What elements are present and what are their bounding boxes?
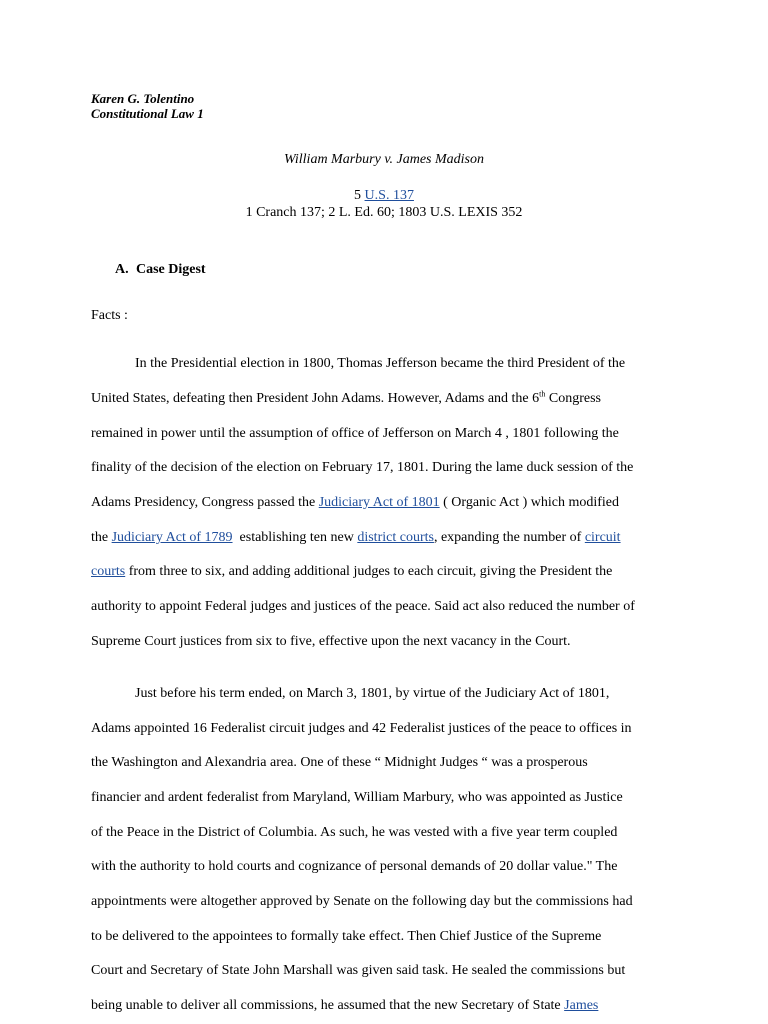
text-span: being unable to deliver all commissions, he assumed that the new Secretary of State <box>91 998 565 1013</box>
section-heading <box>115 262 206 278</box>
ordinal-suffix: th <box>539 389 546 399</box>
case-citation <box>0 187 768 204</box>
section-number: A. <box>115 262 129 277</box>
paragraph2-line: with the authority to hold courts and cognizance of personal demands of 20 dollar value." The <box>91 859 618 874</box>
text-span: Congress <box>545 391 601 406</box>
paragraph2-line: appointments were altogether approved by Senate on the following day but the commissions had <box>91 894 633 909</box>
course-name: Constitutional Law 1 <box>91 106 204 121</box>
paragraph1-line: Supreme Court justices from six to five, effective upon the next vacancy in the Court. <box>91 634 571 649</box>
text-span: Adams Presidency, Congress passed the <box>91 495 319 510</box>
circuit-courts-link[interactable]: circuit <box>584 530 621 545</box>
citation-link[interactable]: U.S. 137 <box>364 188 414 203</box>
paragraph2-line <box>91 997 681 1014</box>
text-span: from three to six, and adding additional judges to each circuit, giving the President the <box>125 564 613 579</box>
paragraph2-line: Just before his term ended, on March 3, 1801, by virtue of the Judiciary Act of 1801, <box>135 686 610 701</box>
facts-label: Facts : <box>91 308 128 323</box>
case-title: William Marbury v. James Madison <box>284 152 484 167</box>
paragraph1-line: authority to appoint Federal judges and justices of the peace. Said act also reduced the number of <box>91 599 635 614</box>
author-name: Karen G. Tolentino <box>91 91 195 106</box>
parallel-citations: 1 Cranch 137; 2 L. Ed. 60; 1803 U.S. LEXIS 352 <box>245 205 523 220</box>
judiciary-act-1789-link[interactable]: Judiciary Act of 1789 <box>111 530 233 545</box>
paragraph1-line: finality of the decision of the election on February 17, 1801. During the lame duck session of the <box>91 460 634 475</box>
paragraph2-line: the Washington and Alexandria area. One of these “ Midnight Judges “ was a prosperous <box>91 755 588 770</box>
paragraph2-line: financier and ardent federalist from Maryland, William Marbury, who was appointed as Justice <box>91 790 623 805</box>
text-span: establishing ten new <box>232 530 358 545</box>
paragraph1-line <box>91 390 681 407</box>
judiciary-act-1801-link[interactable]: Judiciary Act of 1801 <box>318 495 440 510</box>
paragraph1-line <box>91 563 681 580</box>
text-span: ( Organic Act ) which modified <box>439 495 620 510</box>
district-courts-link[interactable]: district courts <box>357 530 434 545</box>
circuit-courts-link[interactable]: courts <box>91 564 126 579</box>
james-madison-link[interactable]: James <box>564 998 599 1013</box>
citation-prefix: 5 <box>354 188 365 203</box>
paragraph1-line <box>91 529 681 546</box>
paragraph1-line: In the Presidential election in 1800, Thomas Jefferson became the third President of the <box>135 356 626 371</box>
paragraph1-line <box>91 494 681 511</box>
paragraph2-line: Court and Secretary of State John Marshall was given said task. He sealed the commissions but <box>91 963 626 978</box>
paragraph2-line: to be delivered to the appointees to formally take effect. Then Chief Justice of the Supreme <box>91 929 602 944</box>
paragraph1-line: remained in power until the assumption of office of Jefferson on March 4 , 1801 following the <box>91 426 619 441</box>
paragraph2-line: of the Peace in the District of Columbia. As such, he was vested with a five year term coupled <box>91 825 618 840</box>
paragraph2-line: Adams appointed 16 Federalist circuit judges and 42 Federalist justices of the peace to offices in <box>91 721 632 736</box>
section-title: Case Digest <box>136 262 206 277</box>
text-span: the <box>91 530 112 545</box>
text-span: , expanding the number of <box>433 530 585 545</box>
text-span: United States, defeating then President John Adams. However, Adams and the 6 <box>91 391 540 406</box>
